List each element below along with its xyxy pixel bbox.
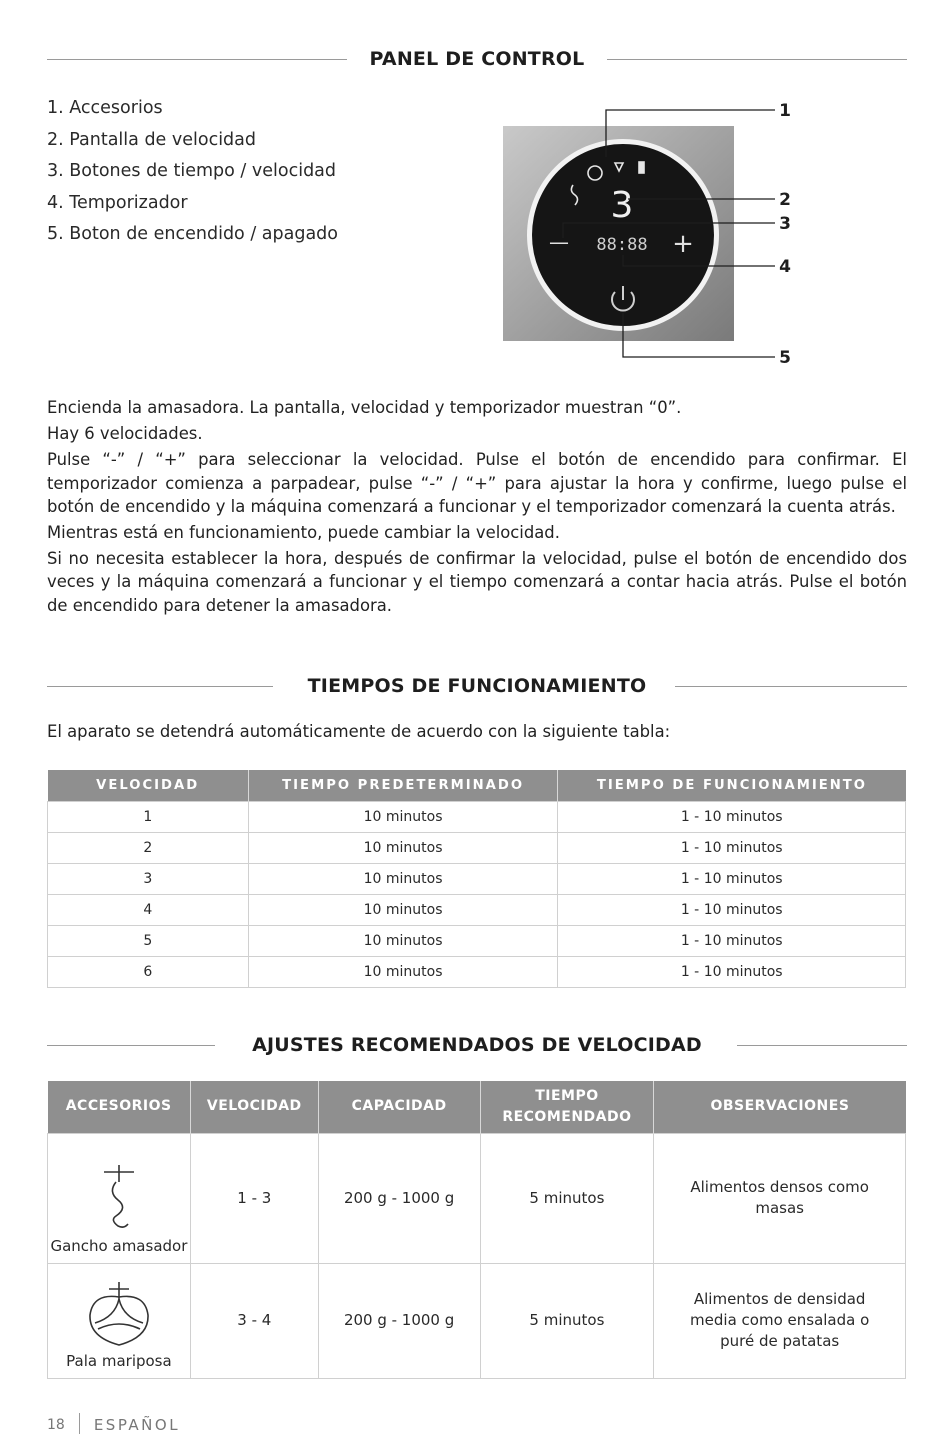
minus-button-glyph: —	[549, 230, 569, 254]
cell-speed: 3 - 4	[190, 1263, 318, 1378]
cell-speed: 5	[48, 925, 249, 956]
cell-speed: 2	[48, 832, 249, 863]
header-run-time: TIEMPO DE FUNCIONAMIENTO	[558, 770, 906, 801]
speeds-section-title: AJUSTES RECOMENDADOS DE VELOCIDAD	[252, 1034, 702, 1056]
control-panel-figure	[503, 95, 803, 367]
callout-5: 5	[779, 348, 791, 367]
cell-speed: 6	[48, 956, 249, 987]
callout-3: 3	[779, 214, 791, 234]
cell-speed: 1	[48, 801, 249, 832]
callout-2: 2	[779, 190, 791, 210]
header-accessories: ACCESORIOS	[48, 1081, 191, 1133]
times-section-title: TIEMPOS DE FUNCIONAMIENTO	[307, 675, 647, 697]
table-row	[48, 925, 906, 956]
cell-capacity: 200 g - 1000 g	[318, 1133, 480, 1263]
table-row	[48, 832, 906, 863]
cell-notes: Alimentos densos como masas	[654, 1133, 906, 1263]
speed-settings-table	[47, 1081, 906, 1379]
cell-default-time: 10 minutos	[248, 863, 558, 894]
cell-default-time: 10 minutos	[248, 956, 558, 987]
speed-bar-icon	[639, 162, 644, 173]
cell-run-time: 1 - 10 minutos	[558, 894, 906, 925]
header-speed: VELOCIDAD	[190, 1081, 318, 1133]
header-capacity: CAPACIDAD	[318, 1081, 480, 1133]
instructions	[47, 396, 907, 620]
paragraph: Hay 6 velocidades.	[47, 424, 203, 444]
speeds-section-heading	[47, 1033, 907, 1057]
header-recommended-time: TIEMPO RECOMENDADO	[480, 1081, 654, 1133]
cell-run-time: 1 - 10 minutos	[558, 801, 906, 832]
panel-parts-list	[47, 93, 467, 251]
cell-accessory	[48, 1133, 191, 1263]
cell-speed: 3	[48, 863, 249, 894]
accessory-name: Pala mariposa	[66, 1351, 172, 1370]
cell-time: 5 minutos	[480, 1263, 654, 1378]
cell-speed: 4	[48, 894, 249, 925]
table-header-row	[48, 770, 906, 801]
table-row	[48, 863, 906, 894]
list-item: 4. Temporizador	[47, 192, 188, 213]
table-row	[48, 956, 906, 987]
list-item: 3. Botones de tiempo / velocidad	[47, 161, 337, 182]
table-row	[48, 894, 906, 925]
speed-display: 3	[610, 185, 634, 226]
callout-4: 4	[779, 257, 791, 277]
running-times-table	[47, 770, 906, 988]
callout-1: 1	[779, 101, 791, 121]
cell-capacity: 200 g - 1000 g	[318, 1263, 480, 1378]
paragraph: Pulse “-” / “+” para seleccionar la velocidad. Pulse el botón de encendido para confirmar. El temporizador comienza a parpadear, pulse “-” / “+” para ajustar la hora y confirme, luego pulse el botón de encendido y la máquina comenzará a funcionar y el temporizador comenzará la cuenta atrás.	[47, 450, 907, 516]
page-number: 18	[47, 1417, 65, 1433]
cell-default-time: 10 minutos	[248, 832, 558, 863]
times-intro: El aparato se detendrá automáticamente de acuerdo con la siguiente tabla:	[47, 722, 671, 741]
list-item: 1. Accesorios	[47, 98, 163, 118]
cell-time: 5 minutos	[480, 1133, 654, 1263]
table-row	[48, 1263, 906, 1378]
cell-run-time: 1 - 10 minutos	[558, 925, 906, 956]
page-footer	[47, 1413, 180, 1434]
accessory-name: Gancho amasador	[50, 1236, 188, 1255]
cell-default-time: 10 minutos	[248, 894, 558, 925]
list-item: 2. Pantalla de velocidad	[47, 129, 256, 150]
footer-divider	[79, 1413, 80, 1434]
cell-notes: Alimentos de densidad media como ensalada o puré de patatas	[654, 1263, 906, 1378]
plus-button-glyph: +	[672, 229, 694, 259]
panel-section-heading	[47, 47, 907, 71]
header-notes: OBSERVACIONES	[654, 1081, 906, 1133]
panel-section-title: PANEL DE CONTROL	[369, 48, 585, 70]
timer-display: 88:88	[596, 235, 648, 255]
header-default-time: TIEMPO PREDETERMINADO	[248, 770, 558, 801]
cell-accessory	[48, 1263, 191, 1378]
table-header-row	[48, 1081, 906, 1133]
list-item: 5. Boton de encendido / apagado	[47, 224, 338, 245]
cell-run-time: 1 - 10 minutos	[558, 956, 906, 987]
paragraph: Mientras está en funcionamiento, puede cambiar la velocidad.	[47, 523, 560, 543]
table-row	[48, 801, 906, 832]
cell-default-time: 10 minutos	[248, 801, 558, 832]
table-row	[48, 1133, 906, 1263]
cell-default-time: 10 minutos	[248, 925, 558, 956]
footer-language: ESPAÑOL	[93, 1416, 181, 1434]
cell-run-time: 1 - 10 minutos	[558, 832, 906, 863]
cell-run-time: 1 - 10 minutos	[558, 863, 906, 894]
paragraph: Encienda la amasadora. La pantalla, velocidad y temporizador muestran “0”.	[47, 398, 682, 417]
header-speed: VELOCIDAD	[48, 770, 249, 801]
cell-speed: 1 - 3	[190, 1133, 318, 1263]
paragraph: Si no necesita establecer la hora, después de confirmar la velocidad, pulse el botón de encendido dos veces y la máquina comenzará a funcionar y el tiempo comenzará a contar hacia atrás. Pulse el botón de encendido para detener la amasadora.	[47, 549, 907, 615]
dough-hook-icon	[94, 1164, 144, 1234]
flat-beater-icon	[84, 1281, 154, 1349]
times-section-heading	[47, 674, 907, 698]
